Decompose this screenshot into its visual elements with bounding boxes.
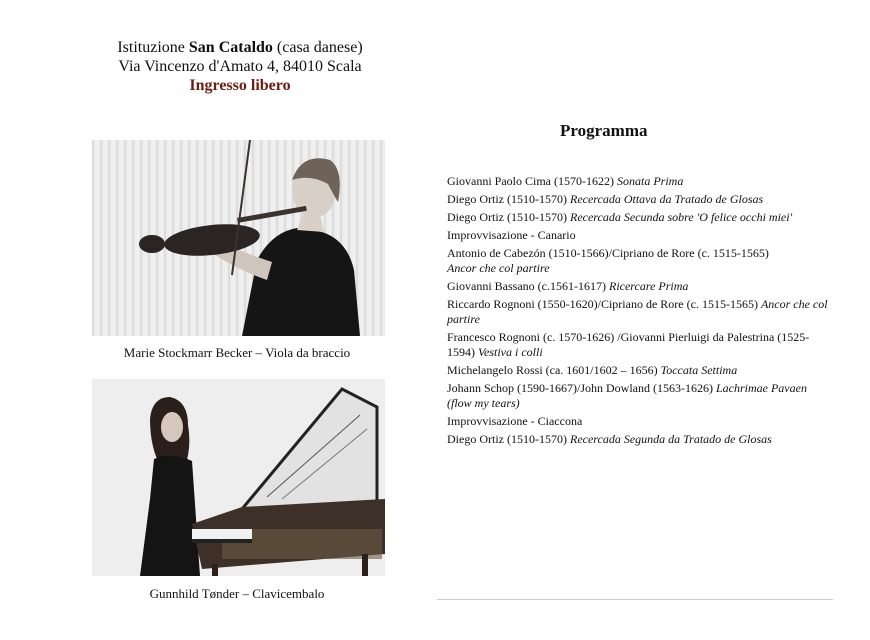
composer: Diego Ortiz (1510-1570) (447, 432, 567, 446)
harpsichordist-caption: Gunnhild Tønder – Clavicembalo (149, 586, 325, 601)
venue-prefix: Istituzione (117, 39, 185, 56)
venue-address: Via Vincenzo d'Amato 4, 84010 Scala (118, 58, 362, 75)
program-item (447, 279, 833, 294)
program-item (447, 414, 833, 429)
work-title: Toccata Settima (660, 363, 738, 377)
program-title: Programma (560, 121, 648, 140)
program-item (447, 246, 833, 276)
free-entry-label: Ingresso libero (189, 77, 291, 94)
venue-line-1 (80, 38, 400, 57)
program-item (447, 330, 833, 360)
program-item (447, 363, 833, 378)
harpsichordist-photo (92, 379, 385, 576)
composer: Improvvisazione - Ciaccona (447, 414, 583, 428)
program-item (447, 174, 833, 189)
violinist-photo (92, 140, 385, 336)
divider (437, 599, 833, 600)
work-title: Sonata Prima (616, 174, 684, 188)
violinist-caption: Marie Stockmarr Becker – Viola da braccio (123, 345, 351, 360)
violinist-image (92, 140, 385, 336)
composer: Riccardo Rognoni (1550-1620)/Cipriano de Rore (c. 1515-1565) (447, 297, 758, 311)
harpsichordist-image (92, 379, 385, 576)
program-list (447, 174, 833, 450)
program-item (447, 381, 833, 411)
composer: Giovanni Bassano (c.1561-1617) (447, 279, 606, 293)
program-item (447, 192, 833, 207)
composer: Diego Ortiz (1510-1570) (447, 192, 567, 206)
program-item (447, 297, 833, 327)
work-title: Recercada Secunda sobre 'O felice occhi miei' (569, 210, 793, 224)
work-title: Ancor che col partire (447, 297, 828, 326)
venue-name: San Cataldo (188, 39, 273, 56)
composer: Antonio de Cabezón (1510-1566)/Cipriano de Rore (c. 1515-1565) (447, 246, 769, 260)
program-item (447, 432, 833, 447)
composer: Michelangelo Rossi (ca. 1601/1602 – 1656) (447, 363, 658, 377)
venue-info (80, 38, 400, 95)
work-title: Ricercare Prima (608, 279, 689, 293)
composer: Improvvisazione - Canario (447, 228, 576, 242)
composer: Giovanni Paolo Cima (1570-1622) (447, 174, 614, 188)
work-title: Vestiva i colli (478, 345, 543, 359)
program-item (447, 228, 833, 243)
work-title: Recercada Ottava da Tratado de Glosas (569, 192, 764, 206)
composer: Francesco Rognoni (c. 1570-1626) /Giovanni Pierluigi da Palestrina (1525-1594) (447, 330, 810, 359)
program-item (447, 210, 833, 225)
work-title: Lachrimae Pavaen (flow my tears) (447, 381, 807, 410)
composer: Diego Ortiz (1510-1570) (447, 210, 567, 224)
composer: Johann Schop (1590-1667)/John Dowland (1563-1626) (447, 381, 713, 395)
venue-suffix: (casa danese) (276, 39, 363, 56)
work-title: Recercada Segunda da Tratado de Glosas (569, 432, 772, 446)
work-title: Ancor che col partire (447, 261, 550, 275)
